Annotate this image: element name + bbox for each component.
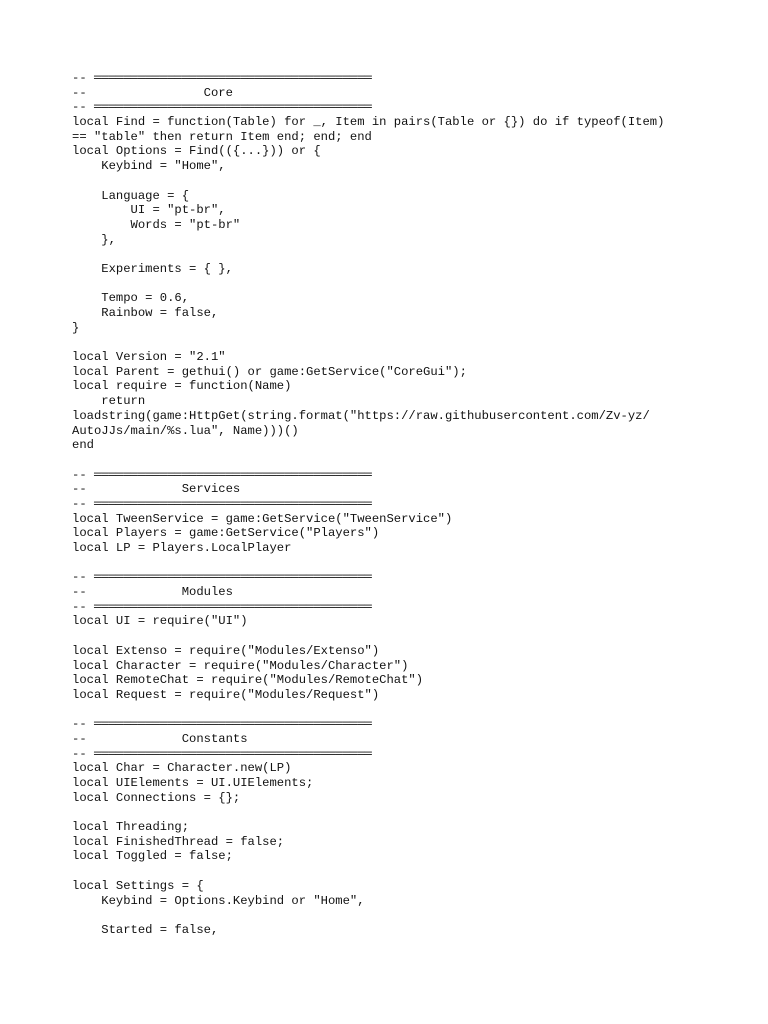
code-line: -- ══════════════════════════════════════: [72, 599, 372, 614]
code-line: local Find = function(Table) for _, Item in pairs(Table or {}) do if typeof(Item): [72, 115, 665, 130]
code-line: return: [72, 394, 146, 409]
code-line: AutoJJs/main/%s.lua", Name)))(): [72, 423, 299, 438]
code-line: local Char = Character.new(LP): [72, 761, 292, 776]
code-line: -- ══════════════════════════════════════: [72, 746, 372, 761]
code-line: UI = "pt-br",: [72, 203, 226, 218]
code-line: [72, 247, 752, 262]
code-line: -- ══════════════════════════════════════: [72, 467, 372, 482]
code-line: -- Constants: [72, 731, 248, 746]
code-line: local LP = Players.LocalPlayer: [72, 541, 292, 555]
code-line: -- ══════════════════════════════════════: [72, 100, 372, 115]
code-line: [72, 335, 752, 350]
code-line: Language = {: [72, 188, 190, 203]
code-line: -- Core: [72, 85, 233, 100]
code-line: local Players = game:GetService("Players"): [72, 526, 380, 541]
code-line: [72, 174, 752, 189]
code-line: Keybind = "Home",: [72, 159, 226, 174]
code-line: local require = function(Name): [72, 379, 292, 394]
code-line: == "table" then return Item end; end; end: [72, 129, 372, 144]
code-line: local RemoteChat = require("Modules/RemoteChat"): [72, 673, 424, 688]
code-line: -- ══════════════════════════════════════: [72, 570, 372, 585]
code-line: local Settings = {: [72, 878, 204, 893]
code-line: },: [72, 232, 116, 247]
code-line: local UIElements = UI.UIElements;: [72, 776, 314, 790]
code-line: loadstring(game:HttpGet(string.format("https://raw.githubusercontent.com/Zv-yz/: [72, 408, 650, 423]
code-line: Rainbow = false,: [72, 306, 219, 320]
code-line: local TweenService = game:GetService("TweenService"): [72, 511, 453, 526]
code-line: local Extenso = require("Modules/Extenso"): [72, 643, 380, 658]
code-line: [72, 277, 752, 292]
code-line: -- Modules: [72, 585, 233, 600]
code-line: Words = "pt-br": [72, 217, 241, 232]
code-line: [72, 629, 752, 644]
code-line: local UI = require("UI"): [72, 614, 248, 629]
code-line: local Connections = {};: [72, 790, 241, 805]
code-line: -- ══════════════════════════════════════: [72, 717, 372, 732]
code-line: [72, 703, 752, 718]
code-line: [72, 453, 752, 468]
code-line: local Version = "2.1": [72, 350, 226, 365]
code-line: -- ══════════════════════════════════════: [72, 71, 372, 85]
code-line: Keybind = Options.Keybind or "Home",: [72, 893, 365, 908]
code-line: Experiments = { },: [72, 261, 233, 276]
code-line: [72, 556, 752, 571]
code-line: local Threading;: [72, 820, 190, 835]
code-document: [72, 71, 752, 938]
code-line: local Character = require("Modules/Character"): [72, 658, 409, 673]
code-line: local Parent = gethui() or game:GetService("CoreGui");: [72, 364, 467, 379]
code-line: [72, 864, 752, 879]
code-line: Tempo = 0.6,: [72, 291, 190, 306]
code-line: local Request = require("Modules/Request"): [72, 687, 380, 702]
code-line: }: [72, 320, 80, 335]
code-line: Started = false,: [72, 922, 219, 937]
code-line: -- ══════════════════════════════════════: [72, 496, 372, 511]
code-line: local FinishedThread = false;: [72, 834, 285, 849]
code-line: end: [72, 438, 94, 453]
code-line: [72, 908, 752, 923]
code-line: local Options = Find(({...})) or {: [72, 144, 321, 159]
code-line: [72, 805, 752, 820]
code-line: -- Services: [72, 482, 241, 497]
code-line: local Toggled = false;: [72, 849, 233, 864]
